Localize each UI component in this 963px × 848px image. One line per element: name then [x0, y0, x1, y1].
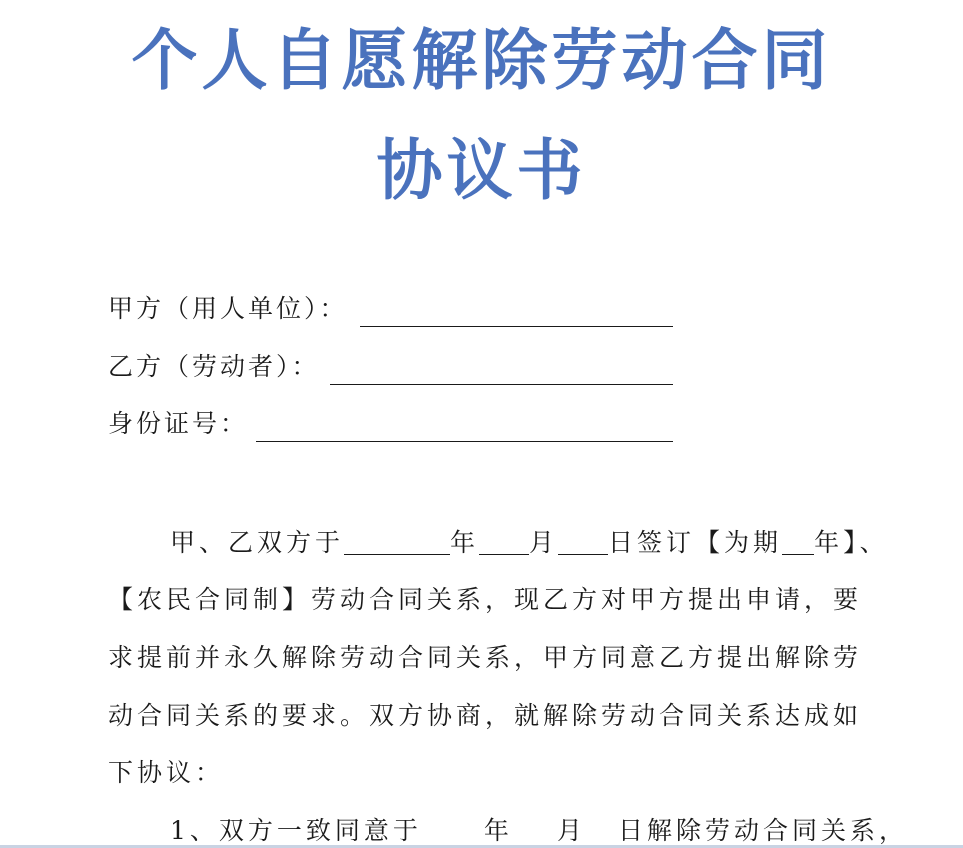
party-a-blank[interactable] [360, 326, 673, 327]
id-number-blank[interactable] [256, 441, 673, 442]
party-a-field [108, 296, 348, 321]
sign-day-blank[interactable] [558, 528, 608, 555]
p1-text-e: 年】、 [814, 528, 889, 557]
item1-text-b: 年 [483, 816, 513, 845]
item-1-line [170, 818, 908, 843]
p1-text-d: 日签订【为期 [608, 528, 783, 557]
id-number-label: 身份证号： [108, 409, 249, 438]
document-title-line1: 个人自愿解除劳动合同 [131, 22, 832, 99]
party-b-blank[interactable] [330, 384, 673, 385]
paragraph-line-2: 【农民合同制】劳动合同关系，现乙方对甲方提出申请，要 [108, 585, 863, 614]
p1-text-a: 甲、乙双方于 [170, 528, 345, 557]
party-a-label: 甲方（用人单位）： [108, 294, 348, 323]
term-years-blank[interactable] [782, 528, 814, 555]
paragraph-line-3: 求提前并永久解除劳动合同关系，甲方同意乙方提出解除劳 [108, 643, 863, 672]
item1-text-a: 1、双方一致同意于 [170, 816, 422, 845]
party-b-field [108, 354, 320, 379]
id-number-field [108, 411, 248, 436]
sign-year-blank[interactable] [344, 528, 450, 555]
paragraph-line-5: 下协议： [108, 758, 225, 787]
document-title-line2: 协议书 [376, 132, 587, 209]
party-b-label: 乙方（劳动者）： [108, 352, 320, 381]
p1-text-c: 月 [529, 528, 559, 557]
sign-month-blank[interactable] [479, 528, 529, 555]
paragraph-line-1 [170, 528, 889, 555]
item1-text-c: 月 [556, 816, 586, 845]
paragraph-line-4: 动合同关系的要求。双方协商，就解除劳动合同关系达成如 [108, 701, 863, 730]
p1-text-b: 年 [450, 528, 480, 557]
item1-text-d: 日解除劳动合同关系， [617, 816, 908, 845]
